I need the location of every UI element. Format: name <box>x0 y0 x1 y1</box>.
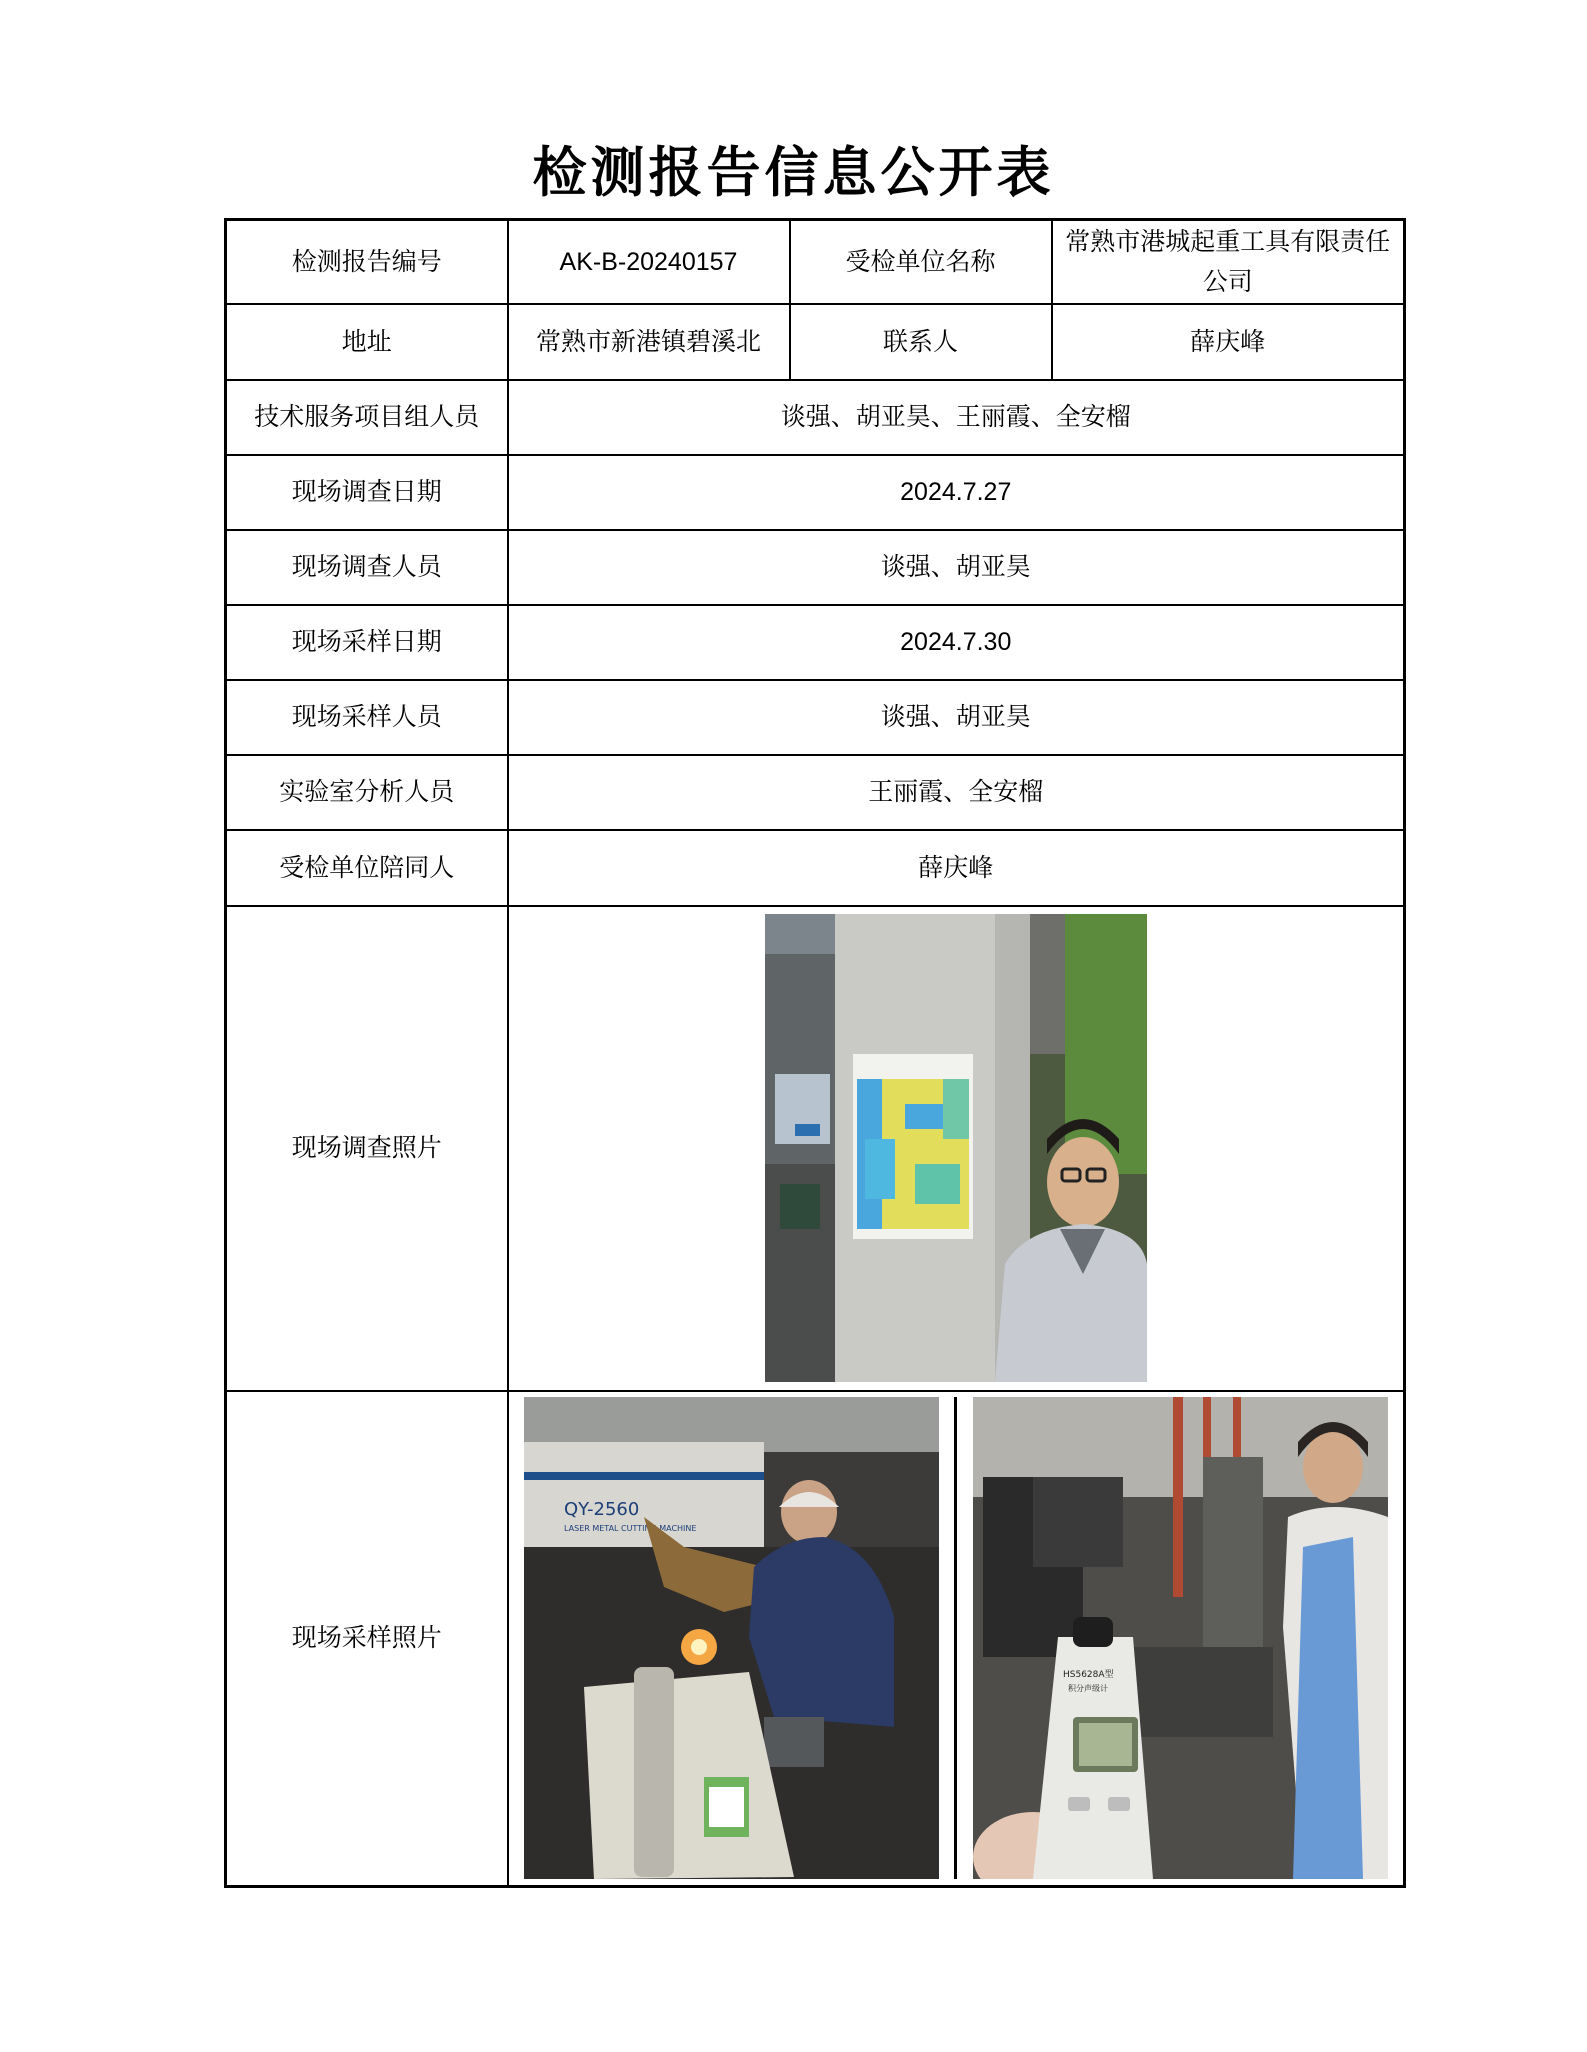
table-row <box>226 380 1405 455</box>
address-value: 常熟市新港镇碧溪北 <box>508 304 790 380</box>
unit-name-value: 常熟市港城起重工具有限责任公司 <box>1052 220 1405 304</box>
team-label: 技术服务项目组人员 <box>226 380 508 455</box>
sampling-photo-cell <box>508 1391 1405 1887</box>
sampling-photo-welding <box>524 1397 939 1879</box>
unit-name-label: 受检单位名称 <box>790 220 1052 304</box>
contact-label: 联系人 <box>790 304 1052 380</box>
sampling-photo-label: 现场采样照片 <box>226 1391 508 1887</box>
table-row <box>226 755 1405 830</box>
report-table <box>224 218 1406 1888</box>
laser-machine-label: QY-2560 <box>563 1499 640 1521</box>
sampling-date-label: 现场采样日期 <box>226 605 508 680</box>
table-row <box>226 530 1405 605</box>
meter-type-label: 积分声级计 <box>1067 1684 1108 1694</box>
survey-photo-cell <box>508 906 1405 1391</box>
survey-staff-value: 谈强、胡亚昊 <box>508 530 1405 605</box>
laser-machine-sub: LASER METAL CUTTING MACHINE <box>563 1524 697 1534</box>
survey-photo <box>765 914 1147 1382</box>
contact-value: 薛庆峰 <box>1052 304 1405 380</box>
table-row <box>226 304 1405 380</box>
sampling-staff-value: 谈强、胡亚昊 <box>508 680 1405 755</box>
report-no-value: AK-B-20240157 <box>508 220 790 304</box>
escort-label: 受检单位陪同人 <box>226 830 508 906</box>
table-row <box>226 1391 1405 1887</box>
address-label: 地址 <box>226 304 508 380</box>
survey-photo-label: 现场调查照片 <box>226 906 508 1391</box>
table-row <box>226 906 1405 1391</box>
lab-staff-value: 王丽霞、全安榴 <box>508 755 1405 830</box>
survey-date-value: 2024.7.27 <box>508 455 1405 530</box>
table-row <box>226 605 1405 680</box>
sampling-staff-label: 现场采样人员 <box>226 680 508 755</box>
escort-value: 薛庆峰 <box>508 830 1405 906</box>
team-value: 谈强、胡亚昊、王丽霞、全安榴 <box>508 380 1405 455</box>
report-no-label: 检测报告编号 <box>226 220 508 304</box>
survey-staff-label: 现场调查人员 <box>226 530 508 605</box>
lab-staff-label: 实验室分析人员 <box>226 755 508 830</box>
meter-model-label: HS5628A型 <box>1062 1670 1114 1681</box>
sampling-photo-meter <box>973 1397 1388 1879</box>
table-row <box>226 830 1405 906</box>
survey-date-label: 现场调查日期 <box>226 455 508 530</box>
page-title: 检测报告信息公开表 <box>532 141 1055 204</box>
table-row <box>226 220 1405 304</box>
table-row <box>226 680 1405 755</box>
table-row <box>226 455 1405 530</box>
sampling-date-value: 2024.7.30 <box>508 605 1405 680</box>
